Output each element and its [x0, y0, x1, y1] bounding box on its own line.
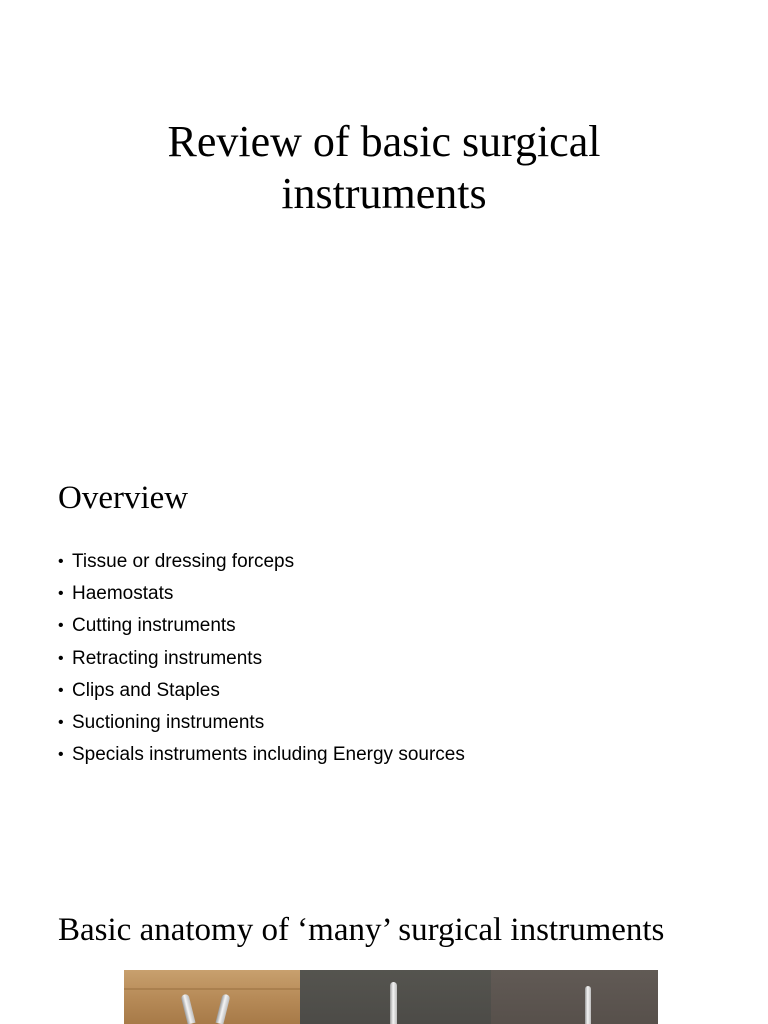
photo-panel-box: [124, 970, 300, 1024]
list-item-text: Specials instruments including Energy sources: [72, 744, 465, 766]
bullet-icon: •: [58, 681, 64, 699]
list-item-text: Haemostats: [72, 583, 174, 605]
photo-panel-forceps: [300, 970, 491, 1024]
list-item-text: Retracting instruments: [72, 647, 263, 669]
box-edge: [124, 988, 300, 990]
list-item-text: Suctioning instruments: [72, 712, 265, 734]
list-item-text: Cutting instruments: [72, 615, 236, 637]
forceps-tip-icon: [390, 982, 397, 1024]
haemostat-tip-icon: [585, 986, 591, 1024]
surgical-instruments-photo: [124, 970, 658, 1024]
title-line-1: Review of basic surgical: [167, 117, 601, 166]
title-line-2: instruments: [281, 169, 487, 218]
bullet-icon: •: [58, 649, 64, 667]
photo-panel-haemostat: [491, 970, 658, 1024]
bullet-icon: •: [58, 553, 64, 571]
list-item-text: Clips and Staples: [72, 679, 220, 701]
bullet-icon: •: [58, 746, 64, 764]
scissors-tip-icon: [215, 993, 230, 1024]
overview-heading: Overview: [58, 480, 189, 516]
list-item-text: Tissue or dressing forceps: [72, 551, 295, 573]
anatomy-heading: Basic anatomy of ‘many’ surgical instruments: [58, 912, 665, 948]
bullet-icon: •: [58, 714, 64, 732]
bullet-icon: •: [58, 585, 64, 603]
scissors-tip-icon: [180, 993, 195, 1024]
bullet-icon: •: [58, 617, 64, 635]
